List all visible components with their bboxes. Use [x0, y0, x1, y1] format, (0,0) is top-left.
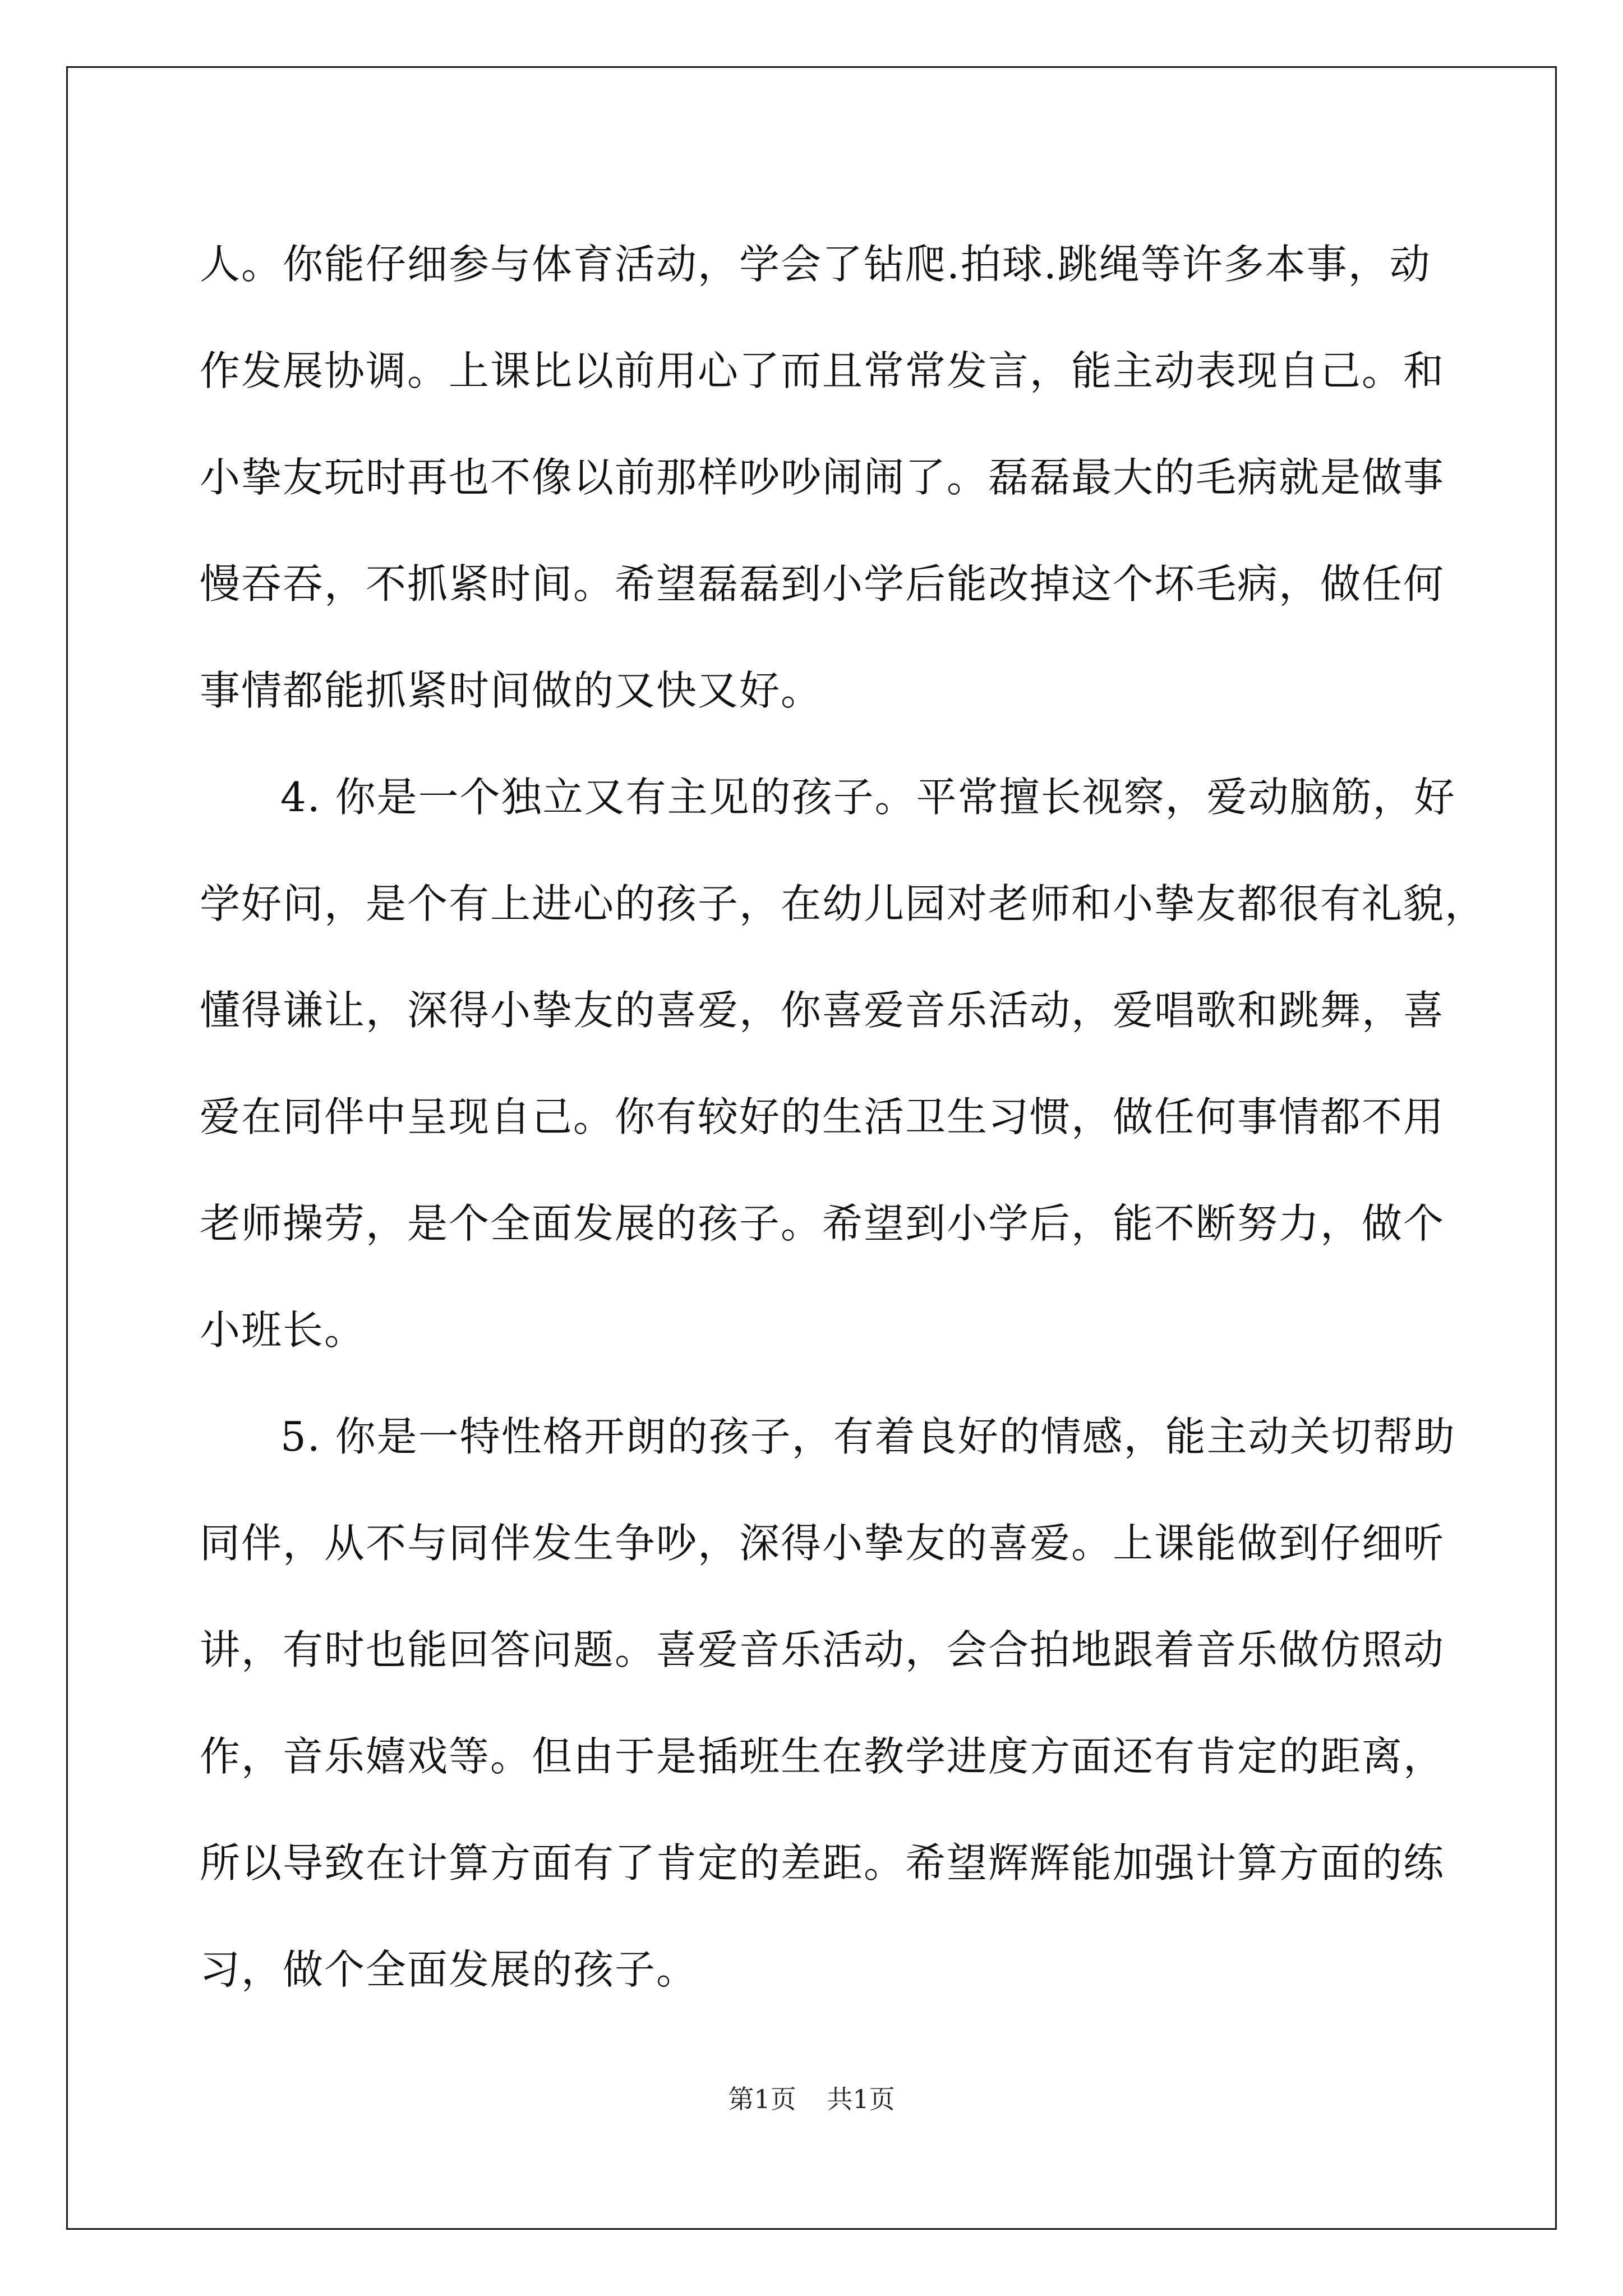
text-line: 小班长。: [200, 1306, 366, 1354]
paragraph-1: [200, 211, 1445, 744]
text-line: 懂得谦让，深得小挚友的喜爱，你喜爱音乐活动，爱唱歌和跳舞，喜: [200, 987, 1445, 1034]
text-line: 慢吞吞，不抓紧时间。希望磊磊到小学后能改掉这个坏毛病，做任何: [200, 560, 1445, 608]
text-line: 爱在同伴中呈现自己。你有较好的生活卫生习惯，做任何事情都不用: [200, 1093, 1445, 1140]
text-line: 4. 你是一个独立又有主见的孩子。平常擅长视察，爱动脑筋，好: [280, 774, 1456, 821]
text-line: 所以导致在计算方面有了肯定的差距。希望辉辉能加强计算方面的练: [200, 1839, 1445, 1887]
text-line: 学好问，是个有上进心的孩子，在幼儿园对老师和小挚友都很有礼貌，: [200, 880, 1487, 927]
text-line: 事情都能抓紧时间做的又快又好。: [200, 667, 823, 714]
document-body: [200, 211, 1487, 2023]
text-line: 习，做个全面发展的孩子。: [200, 1946, 698, 1993]
text-line: 5. 你是一特性格开朗的孩子，有着良好的情感，能主动关切帮助: [280, 1413, 1456, 1460]
page-number: 第1页: [728, 2084, 796, 2114]
paragraph-3: [200, 1383, 1456, 2023]
text-line: 作，音乐嬉戏等。但由于是插班生在教学进度方面还有肯定的距离，: [200, 1733, 1445, 1780]
text-line: 同伴，从不与同伴发生争吵，深得小挚友的喜爱。上课能做到仔细听: [200, 1520, 1445, 1567]
text-line: 讲，有时也能回答问题。喜爱音乐活动，会合拍地跟着音乐做仿照动: [200, 1626, 1445, 1673]
paragraph-2: [200, 744, 1487, 1383]
text-line: 老师操劳，是个全面发展的孩子。希望到小学后，能不断努力，做个: [200, 1200, 1445, 1247]
page-total: 共1页: [827, 2084, 895, 2114]
text-line: 小挚友玩时再也不像以前那样吵吵闹闹了。磊磊最大的毛病就是做事: [200, 454, 1445, 501]
page-footer: [0, 2082, 1623, 2116]
text-line: 人。你能仔细参与体育活动，学会了钻爬.拍球.跳绳等许多本事，动: [200, 241, 1431, 288]
text-line: 作发展协调。上课比以前用心了而且常常发言，能主动表现自己。和: [200, 347, 1445, 394]
